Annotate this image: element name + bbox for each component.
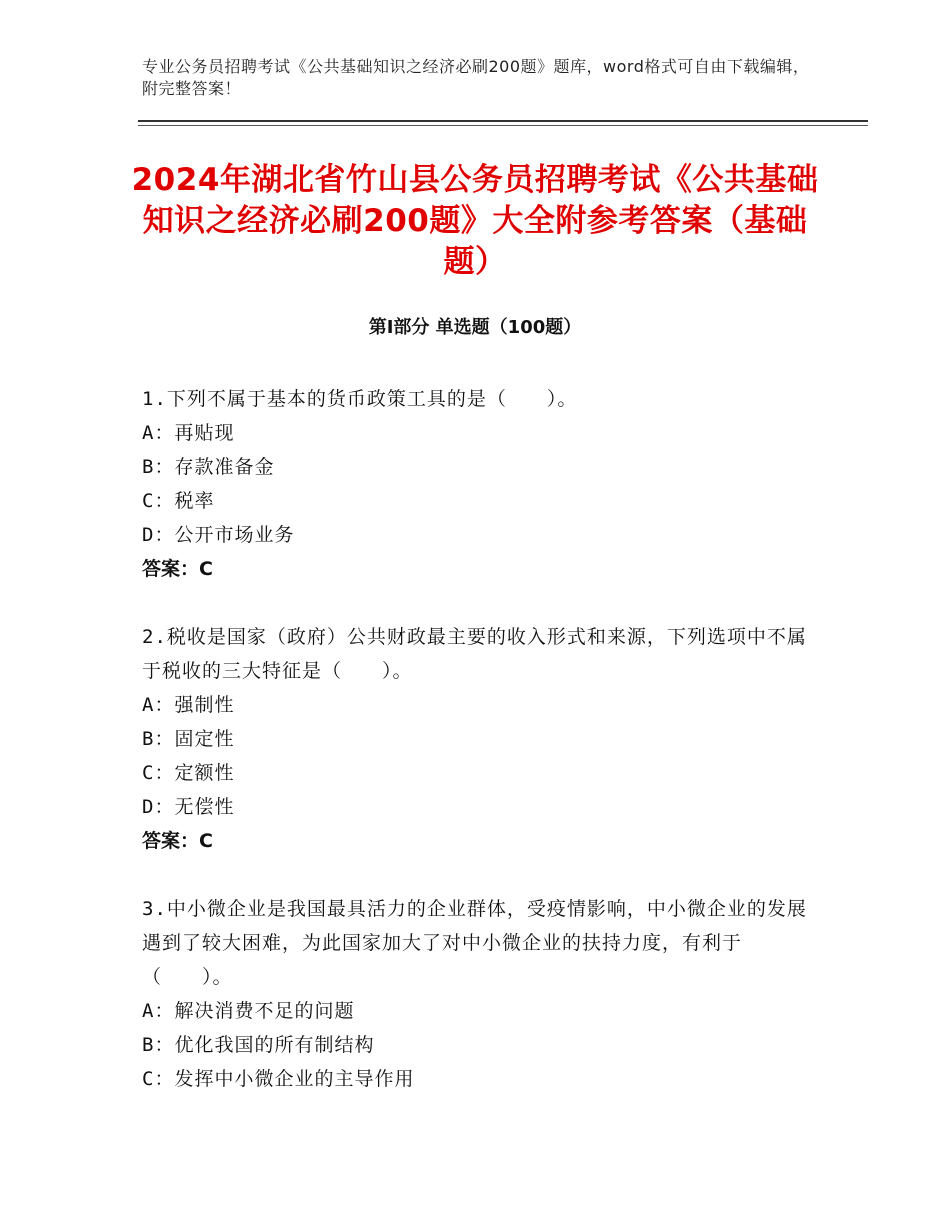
option-b: B：优化我国的所有制结构 — [142, 1034, 375, 1056]
question-stem: 2.税收是国家（政府）公共财政最主要的收入形式和来源，下列选项中不属于税收的三大特征是（ ）。 — [142, 626, 807, 682]
option-d: D：公开市场业务 — [142, 524, 295, 546]
option-b: B：固定性 — [142, 728, 235, 750]
question-list — [142, 382, 810, 1130]
option-c: C：定额性 — [142, 762, 235, 784]
question-stem: 1.下列不属于基本的货币政策工具的是（ ）。 — [142, 388, 578, 410]
question-2 — [142, 620, 810, 858]
header-note: 专业公务员招聘考试《公共基础知识之经济必刷200题》题库，word格式可自由下载编辑，附完整答案！ — [142, 57, 810, 98]
answer: 答案：C — [142, 830, 213, 852]
section-title: 第I部分 单选题（100题） — [368, 317, 582, 338]
question-3 — [142, 892, 810, 1096]
option-c: C：税率 — [142, 490, 215, 512]
document-title: 2024年湖北省竹山县公务员招聘考试《公共基础知识之经济必刷200题》大全附参考答案（基础题） — [131, 162, 819, 280]
answer: 答案：C — [142, 558, 213, 580]
question-1 — [142, 382, 810, 586]
option-b: B：存款准备金 — [142, 456, 275, 478]
option-a: A：强制性 — [142, 694, 235, 716]
question-stem: 3.中小微企业是我国最具活力的企业群体，受疫情影响，中小微企业的发展遇到了较大困难，为此国家加大了对中小微企业的扶持力度，有利于（ ）。 — [142, 898, 807, 988]
option-c: C：发挥中小微企业的主导作用 — [142, 1068, 415, 1090]
header-divider — [138, 120, 868, 122]
option-d: D：无偿性 — [142, 796, 235, 818]
option-a: A：解决消费不足的问题 — [142, 1000, 355, 1022]
header-divider-thin — [138, 125, 868, 126]
option-a: A：再贴现 — [142, 422, 235, 444]
